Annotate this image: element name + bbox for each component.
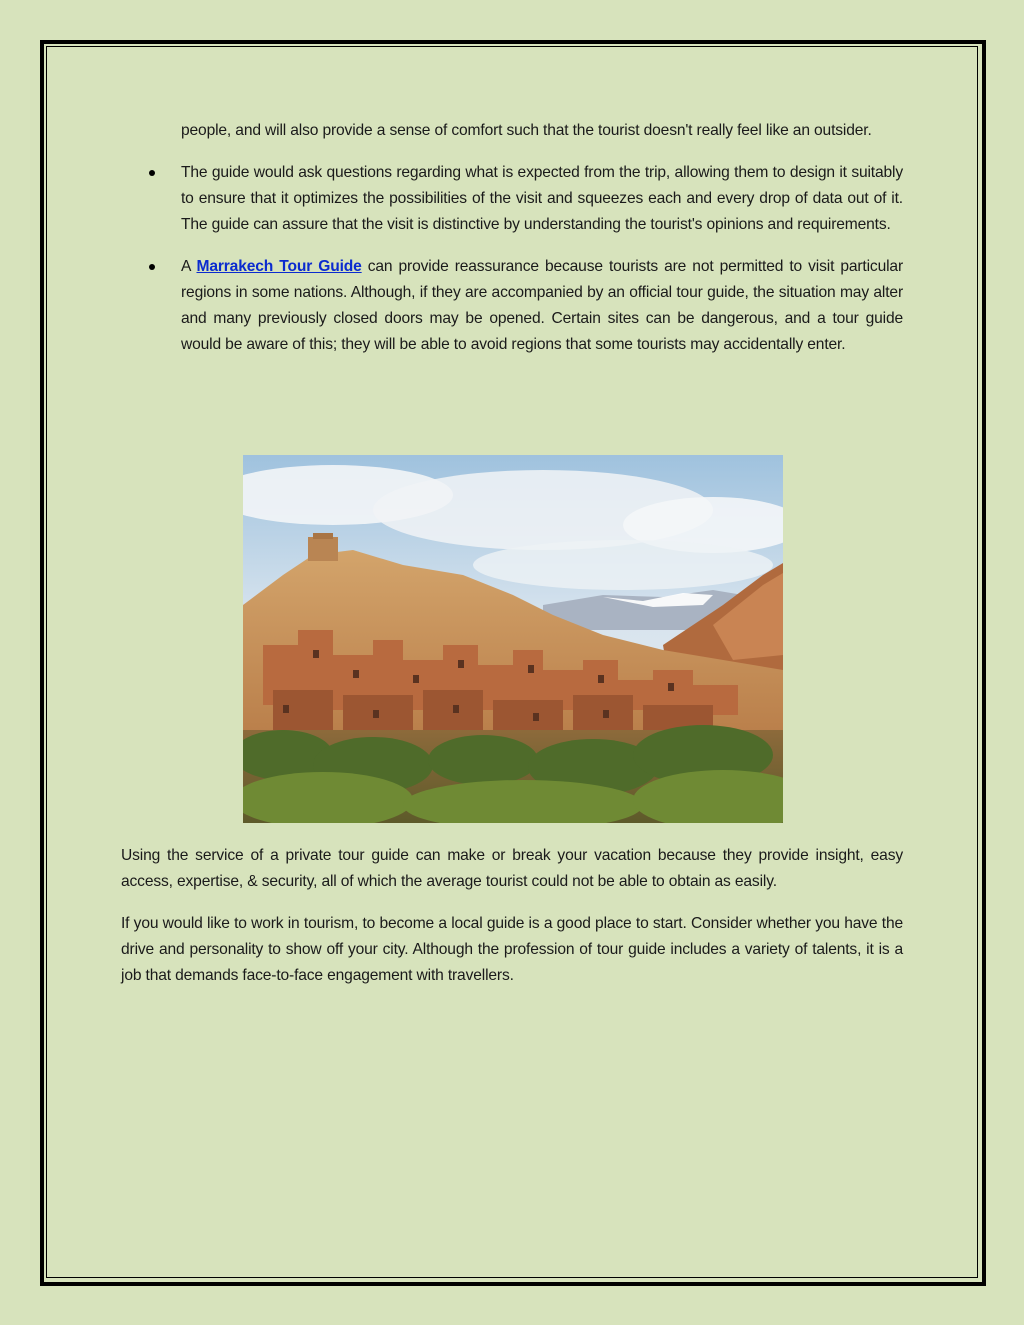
paragraph: If you would like to work in tourism, to become a local guide is a good place to start. Consider whether you have the drive and personality to show off your city. Although the profession of tour guide includes a variety of talents, it is a job that demands face-to-face engagement with travellers. bbox=[121, 915, 903, 984]
bullet-icon bbox=[149, 170, 155, 176]
list-item bbox=[121, 160, 903, 238]
paragraph: Using the service of a private tour guide can make or break your vacation because they provide insight, easy access, expertise, & security, all of which the average tourist could not be able to obtain as easily. bbox=[121, 847, 903, 890]
list-item-text: The guide would ask questions regarding what is expected from the trip, allowing them to design it suitably to ensure that it optimizes the possibilities of the visit and squeezes each and every drop of data out of it. The guide can assure that the visit is distinctive by understanding the tourist's opinions and requirements. bbox=[181, 164, 903, 233]
intro-continuation: people, and will also provide a sense of comfort such that the tourist doesn't really feel like an outsider. bbox=[181, 122, 872, 139]
bullet-list bbox=[121, 160, 903, 358]
list-item-text: can provide reassurance because tourists are not permitted to visit particular regions in some nations. Although, if they are accompanied by an official tour guide, the situation may alter and many previously closed doors may be opened. Certain sites can be dangerous, and a tour guide would be aware of this; they will be able to avoid regions that some tourists may accidentally enter. bbox=[181, 258, 903, 353]
bullet-icon bbox=[149, 264, 155, 270]
list-item bbox=[121, 254, 903, 358]
document-body bbox=[121, 118, 903, 374]
kasbah-photo bbox=[243, 455, 783, 823]
marrakech-tour-guide-link[interactable]: Marrakech Tour Guide bbox=[196, 258, 362, 275]
list-item-prefix: A bbox=[181, 258, 197, 275]
closing-section bbox=[121, 843, 903, 1005]
